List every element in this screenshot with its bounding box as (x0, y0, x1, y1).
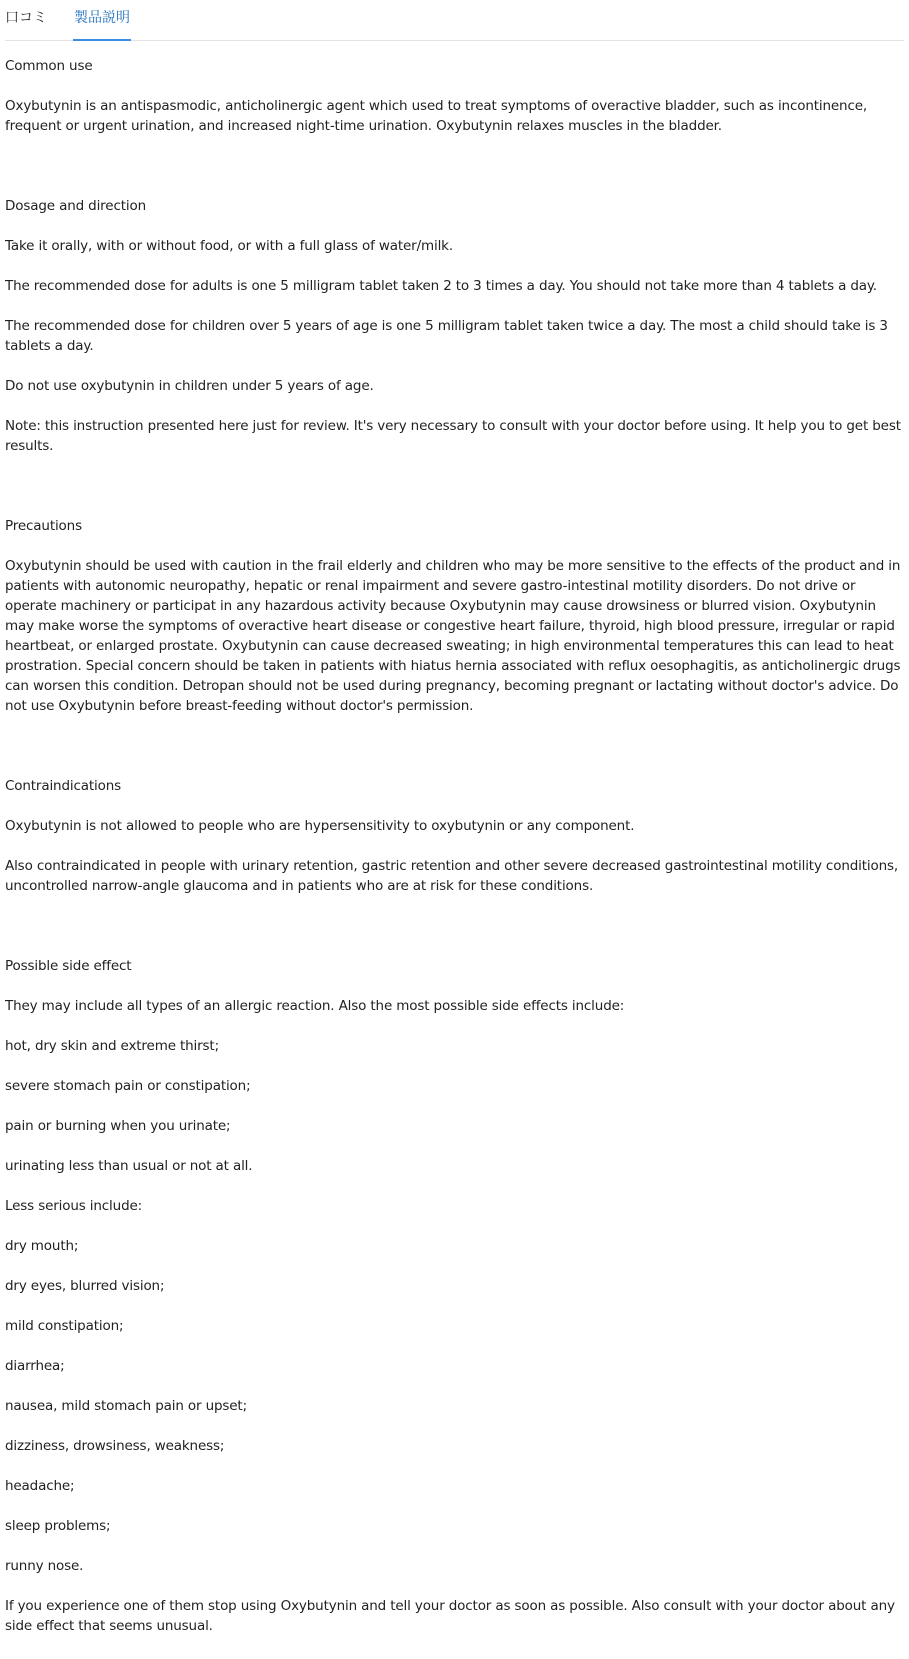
list-item: hot, dry skin and extreme thirst; (5, 1038, 219, 1054)
list-item: nausea, mild stomach pain or upset; (5, 1398, 247, 1414)
list-item: severe stomach pain or constipation; (5, 1078, 251, 1094)
section-title: Dosage and direction (5, 198, 146, 214)
tab-product-description[interactable]: 製品説明 (73, 0, 131, 40)
section-title: Precautions (5, 518, 82, 534)
paragraph: Less serious include: (5, 1198, 143, 1214)
section-title: Common use (5, 58, 93, 74)
list-item: sleep problems; (5, 1518, 111, 1534)
list-item: runny nose. (5, 1558, 84, 1574)
list-item: urinating less than usual or not at all. (5, 1158, 253, 1174)
paragraph: The recommended dose for children over 5 years of age is one 5 milligram tablet taken twice a day. The most a child should take is 3 tablets a day. (5, 318, 888, 354)
paragraph: Take it orally, with or without food, or with a full glass of water/milk. (5, 238, 453, 254)
paragraph: The recommended dose for adults is one 5 milligram tablet taken 2 to 3 times a day. You should not take more than 4 tablets a day. (5, 278, 877, 294)
paragraph: Note: this instruction presented here just for review. It's very necessary to consult with your doctor before using. It help you to get best results. (5, 418, 901, 454)
list-item: diarrhea; (5, 1358, 65, 1374)
tab-bar (5, 0, 904, 41)
list-item: dry mouth; (5, 1238, 79, 1254)
section-dosage (5, 196, 904, 456)
paragraph: Also contraindicated in people with urinary retention, gastric retention and other severe decreased gastrointestinal motility conditions, uncontrolled narrow-angle glaucoma and in patients who are at risk for these conditions. (5, 858, 899, 894)
section-precautions (5, 516, 904, 716)
paragraph: Oxybutynin should be used with caution in the frail elderly and children who may be more sensitive to the effects of the product and in patients with autonomic neuropathy, hepatic or renal impairment and severe gastro-intestinal motility disorders. Do not drive or operate machinery or participat in any hazardous activity because Oxybutynin may cause drowsiness or blurred vision. Oxybutynin may make worse the symptoms of overactive heart disease or congestive heart failure, thyroid, high blood pressure, irregular or rapid heartbeat, or enlarged prostate. Oxybutynin can cause decreased sweating; in high environmental temperatures this can lead to heat prostration. Special concern should be taken in patients with hiatus hernia associated with reflux oesophagitis, as anticholinergic drugs can worsen this condition. Detropan should not be used during pregnancy, becoming pregnant or lactating without doctor's advice. Do not use Oxybutynin before breast-feeding without doctor's permission. (5, 558, 901, 714)
paragraph: Oxybutynin is an antispasmodic, anticholinergic agent which used to treat symptoms of overactive bladder, such as incontinence, frequent or urgent urination, and increased night-time urination. Oxybutynin relaxes muscles in the bladder. (5, 98, 868, 134)
section-title: Possible side effect (5, 958, 132, 974)
list-item: mild constipation; (5, 1318, 124, 1334)
paragraph: If you experience one of them stop using Oxybutynin and tell your doctor as soon as possible. Also consult with your doctor about any side effect that seems unusual. (5, 1598, 895, 1634)
tab-reviews[interactable]: 口コミ (5, 10, 47, 26)
section-contraindications (5, 776, 904, 896)
list-item: dizziness, drowsiness, weakness; (5, 1438, 225, 1454)
product-description (5, 56, 904, 1636)
list-item: headache; (5, 1478, 75, 1494)
paragraph: Oxybutynin is not allowed to people who are hypersensitivity to oxybutynin or any component. (5, 818, 635, 834)
list-item: pain or burning when you urinate; (5, 1118, 231, 1134)
paragraph: They may include all types of an allergic reaction. Also the most possible side effects include: (5, 998, 625, 1014)
section-common-use (5, 56, 904, 136)
section-side-effects (5, 956, 904, 1636)
paragraph: Do not use oxybutynin in children under 5 years of age. (5, 378, 374, 394)
section-title: Contraindications (5, 778, 122, 794)
list-item: dry eyes, blurred vision; (5, 1278, 165, 1294)
